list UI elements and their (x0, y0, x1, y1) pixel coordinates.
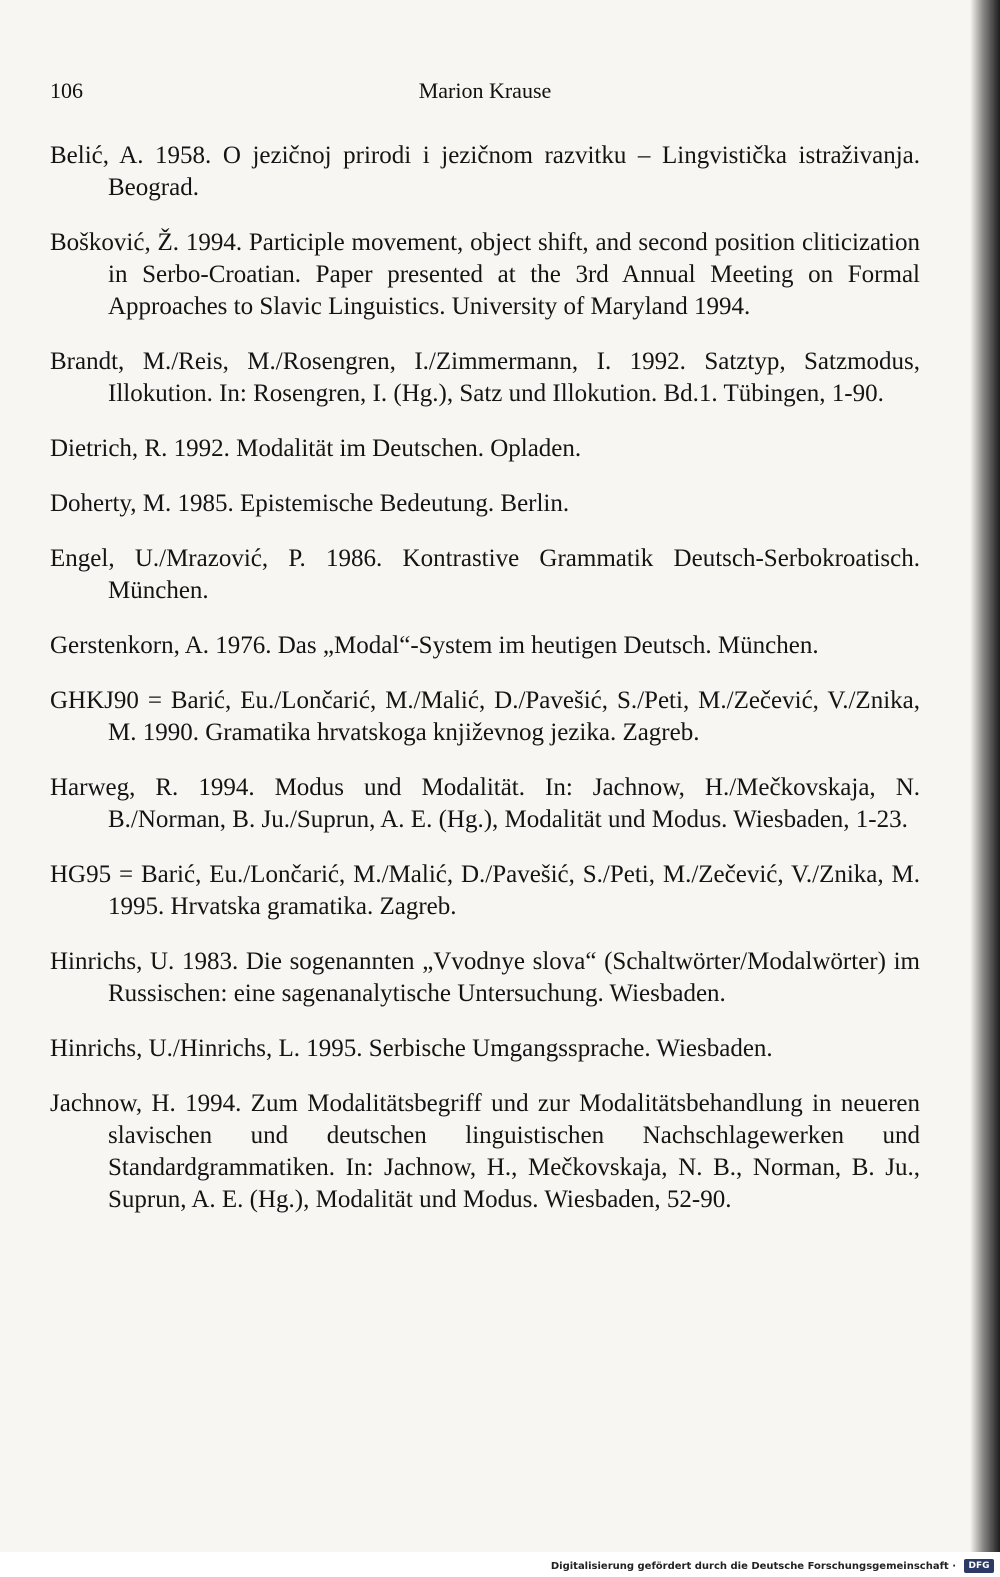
book-spine-shadow (970, 0, 1000, 1552)
digitization-credit: Digitalisierung gefördert durch die Deutsche Forschungsgemeinschaft · (550, 1561, 956, 1572)
running-head-author: Marion Krause (418, 78, 552, 103)
bibliography-entry: Belić, A. 1958. O jezičnoj prirodi i jezičnom razvitku – Lingvistička istraživanja. Beograd. (50, 142, 920, 201)
bibliography-entry: Hinrichs, U. 1983. Die sogenannten „Vvodnye slova“ (Schaltwörter/Modalwörter) im Russischen: eine sagenanalytische Untersuchung. Wiesbaden. (50, 948, 920, 1007)
bibliography-list (50, 140, 920, 1239)
page-number: 106 (50, 78, 83, 103)
page-header (50, 78, 920, 112)
bibliography-entry: Engel, U./Mrazović, P. 1986. Kontrastive Grammatik Deutsch-Serbokroatisch. München. (50, 545, 920, 604)
bibliography-entry: Hinrichs, U./Hinrichs, L. 1995. Serbische Umgangssprache. Wiesbaden. (50, 1035, 773, 1062)
bibliography-entry: Jachnow, H. 1994. Zum Modalitätsbegriff und zur Modalitätsbehandlung in neueren slavischen und deutschen linguistischen Nachschlagewerken und Standardgrammatiken. In: Jachnow, H., Mečkovskaja, N. B., Norman, B. Ju., Suprun, A. E. (Hg.), Modalität und Modus. Wiesbaden, 52-90. (50, 1090, 920, 1213)
scan-footer-strip (0, 1552, 1000, 1577)
bibliography-entry: Harweg, R. 1994. Modus und Modalität. In: Jachnow, H./Mečkovskaja, N. B./Norman, B. Ju./Suprun, A. E. (Hg.), Modalität und Modus. Wiesbaden, 1-23. (50, 774, 920, 833)
bibliography-entry: Gerstenkorn, A. 1976. Das „Modal“-System im heutigen Deutsch. München. (50, 632, 819, 659)
bibliography-entry: Doherty, M. 1985. Epistemische Bedeutung. Berlin. (50, 490, 570, 517)
bibliography-entry: Bošković, Ž. 1994. Participle movement, object shift, and second position cliticization in Serbo-Croatian. Paper presented at the 3rd Annual Meeting on Formal Approaches to Slavic Linguistics. University of Maryland 1994. (50, 229, 920, 320)
bibliography-entry: GHKJ90 = Barić, Eu./Lončarić, M./Malić, D./Pavešić, S./Peti, M./Zečević, V./Znika, M. 1990. Gramatika hrvatskoga književnog jezika. Zagreb. (50, 687, 920, 746)
bibliography-entry: HG95 = Barić, Eu./Lončarić, M./Malić, D./Pavešić, S./Peti, M./Zečević, V./Znika, M. 1995. Hrvatska gramatika. Zagreb. (50, 861, 920, 920)
bibliography-entry: Brandt, M./Reis, M./Rosengren, I./Zimmermann, I. 1992. Satztyp, Satzmodus, Illokution. In: Rosengren, I. (Hg.), Satz und Illokution. Bd.1. Tübingen, 1-90. (50, 348, 920, 407)
bibliography-entry: Dietrich, R. 1992. Modalität im Deutschen. Opladen. (50, 435, 582, 462)
dfg-logo: DFG (964, 1559, 994, 1573)
